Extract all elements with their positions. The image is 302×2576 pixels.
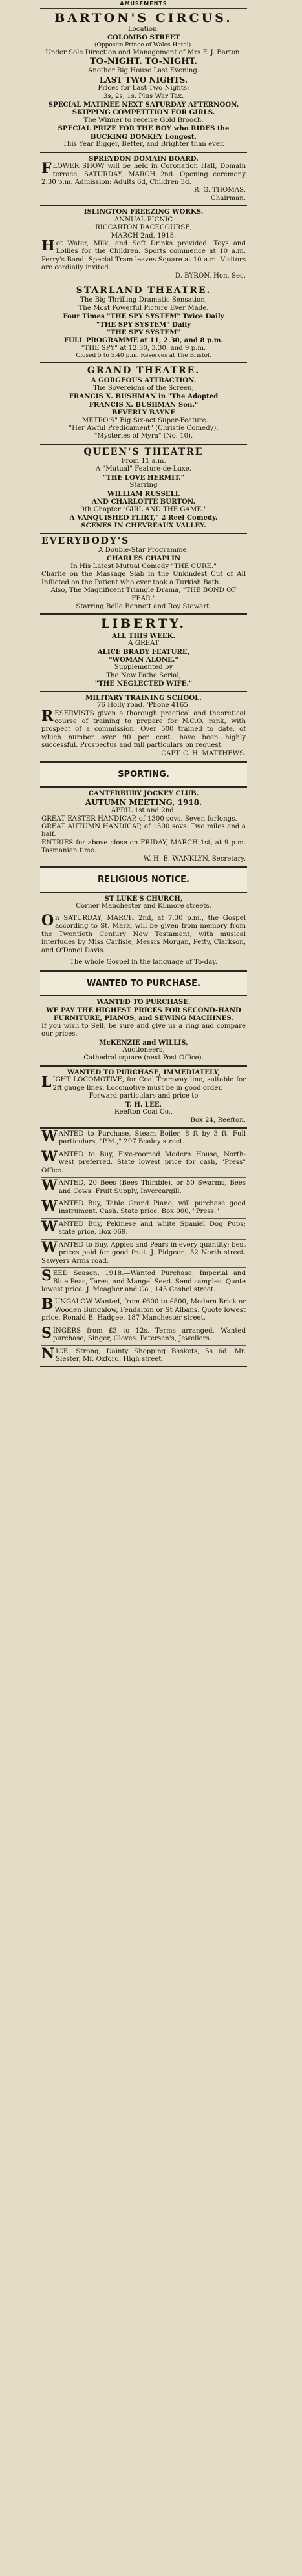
- classified-item: WANTED Buy, Pekinese and white Spaniel Dog Pups; state price, Box 069.: [41, 1221, 246, 1240]
- classified-item: NICE, Strong, Dainty Shopping Baskets, 5s 6d. Mr. Slester, Mr. Oxford, High street.: [41, 1345, 246, 1364]
- ad-line: T. H. LEE,: [125, 1100, 162, 1109]
- ad-line: A "Mutual" Feature-de-Luxe.: [95, 465, 192, 473]
- ad-mckenzie-willis: [40, 996, 247, 1067]
- classified-item: WANTED to Buy, Apples and Pears in every quantity; best prices paid for good fruit. J. Pidgeon, 52 North street. Sawyers Arms road.: [41, 1242, 246, 1268]
- ad-line: Starring: [129, 482, 158, 489]
- ad-line: RICCARTON RACECOURSE,: [95, 224, 192, 232]
- ad-line: Hot Water, Milk, and Soft Drinks provided. Toys and Lollies for the Children. Sports commence at 10 a.m. Perry's Band. Special Tram leaves Square at 10 a.m. Visitors are cordially invited.: [41, 238, 246, 272]
- classified-wanted-list: [40, 1129, 247, 1367]
- ad-liberty: [40, 615, 247, 691]
- ad-line: FRANCIS X. BUSHMAN in "The Adopted: [69, 393, 219, 401]
- ad-line: GREAT AUTUMN HANDICAP, of 1500 sovs. Two miles and a half.: [41, 823, 246, 839]
- ad-line: RESERVISTS given a thorough practical and theoretical course of training to prepare for N.C.O. rank, with prospect of a commission. Over 500 trained to date, of which number over 90 per cent. have been highly successful. Prospectus and full particulars on request.: [41, 707, 246, 750]
- ad-line: COLOMBO STREET: [107, 34, 180, 42]
- ad-line: ENTRIES for above close on FRIDAY, MARCH 1st, at 9 p.m. Tasmanian time.: [41, 839, 246, 855]
- ad-line: Chairman.: [210, 194, 246, 202]
- ad-title: WANTED TO PURCHASE, IMMEDIATELY,: [67, 1068, 220, 1076]
- ad-line: SCENES IN CHEVREAUX VALLEY.: [81, 522, 206, 530]
- ad-line: McKENZIE and WILLIS,: [99, 1038, 188, 1047]
- ad-line: The Most Powerful Picture Ever Made.: [78, 304, 209, 312]
- classified-item: WANTED, 20 Bees (Bees Thimble), or 50 Swarms, Bees and Cows. Fruit Supply, Invercargill.: [41, 1180, 246, 1198]
- ad-line: 76 Holly road. 'Phone 4165.: [96, 702, 191, 710]
- section-header: AMUSEMENTS: [40, 0, 247, 9]
- ad-military-school: [40, 692, 247, 762]
- ad-line: Forward particulars and price to: [89, 1092, 199, 1100]
- ad-line: Under Sole Direction and Management of Mrs F. J. Barton.: [45, 48, 242, 56]
- ad-title: MILITARY TRAINING SCHOOL.: [85, 693, 202, 702]
- ad-line: Charlie on the Massage Slab in the Unkindest Cut of All Inflicted on the Patient who ever took a Turkish Bath.: [41, 571, 246, 586]
- ad-jockey-club: [40, 788, 247, 867]
- ad-title: BARTON'S CIRCUS.: [54, 10, 233, 25]
- ad-line: Closed 5 to 5.40 p.m. Reserves at The Bristol.: [76, 353, 211, 360]
- ad-line: A GREAT: [128, 640, 159, 648]
- ad-reefton-coal: [40, 1067, 247, 1129]
- ad-line: Another Big House Last Evening.: [87, 67, 200, 75]
- ad-spreydon-domain: [40, 153, 247, 207]
- ad-line: 9th Chapter "GIRL AND THE GAME.": [80, 506, 207, 513]
- ad-line: "THE LOVE HERMIT.": [103, 473, 184, 482]
- ad-line: Also, The Magnificent Triangle Drama, "THE BOND OF FEAR.": [50, 587, 237, 602]
- ad-line: If you wish to Sell, be sure and give us a ring and compare our prices.: [41, 1022, 246, 1038]
- ad-line: R. G. THOMAS,: [193, 187, 246, 194]
- ad-line: W. H. E. WANKLYN, Secretary.: [143, 855, 246, 863]
- ad-line: Supplemented by: [114, 664, 173, 671]
- ad-line: The Big Thrilling Dramatic Sensation,: [80, 296, 207, 304]
- ad-line: "THE SPY SYSTEM": [107, 329, 180, 337]
- section-heading-wanted: WANTED TO PURCHASE.: [40, 971, 247, 997]
- ad-line: "THE SPY SYSTEM" Daily: [96, 320, 191, 329]
- ad-title: ISLINGTON FREEZING WORKS.: [83, 208, 204, 216]
- ad-title: SPREYDON DOMAIN BOARD.: [89, 154, 199, 163]
- ad-line: Location:: [127, 25, 160, 33]
- ad-line: FULL PROGRAMME at 11, 2.30, and 8 p.m.: [63, 336, 224, 345]
- classified-item: WANTED Buy, Table Grand Piano, will purchase good instrument. Cash. State price. Box 000, "Press.": [41, 1200, 246, 1219]
- ad-line: ALICE BRADY FEATURE,: [97, 648, 190, 656]
- ad-title: GRAND THEATRE.: [87, 365, 200, 376]
- ad-line: "METRO'S" Big Six-act Super-Feature.: [79, 416, 208, 424]
- ad-line: Prices for Last Two Nights:: [98, 85, 189, 92]
- ad-grand-theatre: [40, 363, 247, 445]
- ad-line: The whole Gospel in the language of To-day.: [70, 959, 217, 966]
- ad-islington-picnic: [40, 206, 247, 283]
- ad-line: On SATURDAY, MARCH 2nd, at 7.30 p.m., the Gospel according to St. Mark, will be given from memory from the Twentieth Century New Testament, with musical interludes by Miss Carlisle, Messrs Morgan, Petty, Clarkson, and O'Donel Davis.: [41, 912, 246, 954]
- ad-line: A GORGEOUS ATTRACTION.: [91, 376, 197, 385]
- ad-line: GREAT EASTER HANDICAP, of 1300 sovs. Seven furlongs.: [41, 815, 237, 823]
- ad-line: ALL THIS WEEK.: [111, 631, 176, 640]
- ad-line: FRANCIS X. BUSHMAN Son.": [89, 400, 199, 409]
- ad-title: EVERYBODY'S: [41, 535, 130, 546]
- ad-barton-circus: [40, 9, 247, 153]
- ad-line: Auctioneers,: [122, 1047, 165, 1054]
- ad-line: "THE NEGLECTED WIFE.": [94, 680, 193, 688]
- classified-item: WANTED to Purchase, Steam Boiler, 8 ft by 3 ft. Full particulars, "P.M.," 297 Bealey street.: [41, 1130, 246, 1149]
- classified-item: WANTED to Buy, Five-roomed Modern House, North-west preferred. State lowest price for cash, "Press" Office.: [41, 1151, 246, 1178]
- ad-line: ANNUAL PICNIC: [114, 216, 173, 223]
- ad-title: STARLAND THEATRE.: [76, 285, 211, 296]
- ad-line: Cathedral square (next Post Office).: [83, 1054, 204, 1062]
- ad-st-lukes: [40, 893, 247, 971]
- ad-line: "Her Awful Predicament" (Christie Comedy).: [69, 425, 219, 432]
- ad-line: (Opposite Prince of Wales Hotel).: [94, 41, 193, 48]
- ad-line: CHARLES CHAPLIN: [106, 555, 181, 563]
- ad-line: BEVERLY BAYNE: [111, 409, 176, 417]
- ad-line: "Mysteries of Myra" (No. 10).: [94, 433, 193, 440]
- ad-everybodys: [40, 534, 247, 615]
- ad-line: "WOMAN ALONE.": [109, 655, 178, 664]
- classified-item: SINGERS from £3 to 12s. Terms arranged. Wanted purchase, Singer, Gloves. Petersen's, Jewellers.: [41, 1327, 246, 1346]
- ad-line: The New Pathe Serial,: [106, 671, 181, 679]
- ad-line: MARCH 2nd, 1918.: [111, 232, 177, 240]
- ad-queens-theatre: [40, 445, 247, 534]
- classified-item: BUNGALOW Wanted, from £600 to £800, Modern Brick or Wooden Bungalow, Fendalton or St Albans. Quote lowest price. Ronald B. Hadgee, 187 Manchester street.: [41, 1298, 246, 1325]
- ad-line: Box 24, Reefton.: [190, 1116, 246, 1124]
- section-heading-sporting: SPORTING.: [40, 762, 247, 788]
- ad-line: CAPT. C. H. MATTHEWS.: [161, 750, 246, 757]
- ad-line: Four Times "THE SPY SYSTEM" Twice Daily: [63, 312, 224, 321]
- ad-title: CANTERBURY JOCKEY CLUB.: [88, 790, 199, 798]
- ad-line: AUTUMN MEETING, 1918.: [85, 797, 202, 807]
- ad-line: LIGHT LOCOMOTIVE, for Coal Tramway line, suitable for 2ft gauge lines. Locomotive must be in good order.: [41, 1074, 246, 1092]
- ad-line: SPECIAL MATINEE NEXT SATURDAY AFTERNOON.: [48, 101, 239, 108]
- ad-line: APRIL 1st and 2nd.: [111, 807, 177, 815]
- ad-line: This Year Bigger, Better, and Brighter than ever.: [63, 141, 224, 148]
- ad-line: AND CHARLOTTE BURTON.: [91, 498, 196, 506]
- ad-line: The Winner to receive Gold Brooch.: [83, 116, 204, 124]
- ad-starland-theatre: [40, 283, 247, 363]
- ad-line: FLOWER SHOW will be held in Coronation Hall, Domain terrace, SATURDAY, MARCH 2nd. Opening ceremony 2.30 p.m. Admission: Adults 6d, Children 3d.: [41, 160, 246, 186]
- ad-line: WE PAY THE HIGHEST PRICES FOR SECOND-HAND FURNITURE, PIANOS, and SEWING MACHINES.: [46, 1006, 241, 1023]
- ad-line: Starring Belle Bennett and Roy Stewart.: [76, 603, 211, 611]
- ad-line: TO-NIGHT. TO-NIGHT.: [89, 57, 197, 67]
- ad-line: 3s, 2s, 1s. Plus War Tax.: [103, 92, 184, 100]
- ad-title: WANTED TO PURCHASE.: [96, 998, 191, 1007]
- ad-line: SPECIAL PRIZE FOR THE BOY who RIDES the BUCKING DONKEY Longest.: [58, 125, 230, 141]
- ad-line: The Sovereigns of the Screen,: [93, 384, 194, 392]
- ad-line: Reefton Coal Co.,: [114, 1109, 173, 1116]
- advertisement-column: [40, 0, 247, 1367]
- ad-line: From 11 a.m.: [121, 457, 166, 465]
- ad-line: LAST TWO NIGHTS.: [99, 75, 188, 85]
- ad-title: LIBERTY.: [100, 617, 187, 631]
- ad-line: "THE SPY" at 12.30, 3.30, and 9 p.m.: [81, 344, 206, 352]
- ad-line: WILLIAM RUSSELL: [107, 489, 180, 498]
- ad-title: QUEEN'S THEATRE: [83, 446, 204, 457]
- ad-line: A VANQUISHED FLIRT," 2 Reel Comedy.: [69, 514, 218, 522]
- ad-line: Corner Manchester and Kilmore streets.: [76, 903, 211, 910]
- ad-line: SKIPPING COMPETITION FOR GIRLS.: [72, 108, 215, 117]
- ad-line: In His Latest Mutual Comedy "THE CURE.": [70, 562, 217, 570]
- classified-item: SEED Season, 1918.—Wanted Purchase, Imperial and Blue Peas, Tares, and Mangel Seed. Send samples. Quote lowest price. J. Meagher and Co., 145 Cashel street.: [41, 1270, 246, 1296]
- ad-line: D. BYRON, Hon. Sec.: [175, 272, 246, 280]
- ad-title: ST LUKE'S CHURCH,: [104, 895, 183, 903]
- ad-line: A Double-Star Programme.: [98, 546, 189, 554]
- section-heading-religious: RELIGIOUS NOTICE.: [40, 867, 247, 893]
